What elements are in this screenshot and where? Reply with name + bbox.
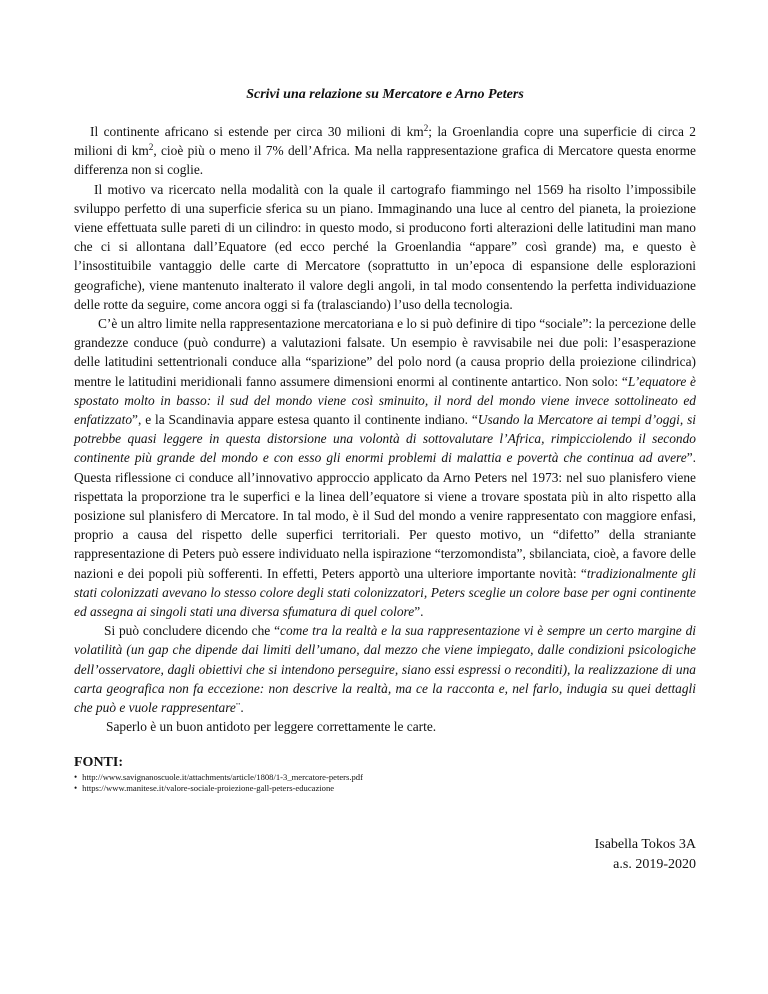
source-link[interactable]: • https://www.manitese.it/valore-sociale-proiezione-gall-peters-educazione — [74, 783, 696, 794]
p3-text-c: ”. Questa riflessione ci conduce all’innovativo approccio applicato da Arno Peters nel 1973: nel suo planisfero viene rispettata la proporzione tra le superfici e la linea dell’equatore si viene a trovare spostata più in alto rispetto alla posizione sul planisfero di Mercatore. In tal modo, è il Sud del mondo a venire rappresentato con maggiore enfasi, proprio a causa del rispetto delle superfici territoriali. Per questo motivo, un “difetto” della straniante rappresentazione di Peters può essere individuato nella ispirazione “terzomondista”, sbilanciata, cioè, a favore delle nazioni e dei popoli più sofferenti. In effetti, Peters apportò una ulteriore importante novità: “ — [74, 450, 696, 581]
p4-text-a: Si può concludere dicendo che “ — [104, 623, 281, 639]
document-title: Scrivi una relazione su Mercatore e Arno Peters — [246, 87, 524, 102]
p1-superscript-2: 2 — [148, 142, 154, 153]
p3-text-a: C’è un altro limite nella rappresentazione mercatoriana e lo si può definire di tipo “sociale”: la percezione delle grandezze conduce (può condurre) a valutazioni falsate. Un esempio è ravvisabile nei due poli: l’esasperazione delle latitudini settentrionali conduce alla “sparizione” del polo nord (a causa proprio della proiezione cilindrica) mentre le latitudini meridionali fanno assumere dimensioni enormi al continente antartico. Non solo: “ — [74, 316, 696, 389]
p4-quote: come tra la realtà e la sua rappresentazione vi è sempre un certo margine di volatilità (un gap che dipende dai limiti dell’umano, dal mezzo che viene impiegato, dalle condizioni psicologiche dell’osservatore, dagli obiettivi che si intendono perseguire, siano essi espressi o reconditi), la realizzazione di una carta geografica non fa eccezione: non descrive la realtà, ma ce la racconta e, nel farlo, indugia su quei dettagli che può e vuole rappresentare — [74, 623, 696, 716]
p1-text-b: ; la Groenlandia copre una superficie di circa 2 milioni di km — [74, 124, 696, 159]
paragraph-2: Il motivo va ricercato nella modalità con la quale il cartografo fiammingo nel 1569 ha risolto l’impossibile sviluppo perfetto di una superficie sferica su un piano. Immaginando una luce al centro del pianeta, la proiezione viene effettuata sulle pareti di un cilindro: in questo modo, si producono forti alterazioni delle latitudini man mano che ci si allontana dall’Equatore (ed ecco perché la Groenlandia “appare” così grande) ma, e questo è l’insostituibile vantaggio delle carte di Mercatore (soprattutto in un’epoca di espansione delle esplorazioni geografiche), viene mantenuto inalterato il valore degli angoli, in tal modo consentendo la perfetta individuazione delle rotte da seguire, come ancora oggi si fa (tralasciando) l’uso della tecnologia. — [74, 181, 696, 312]
p1-text-c: , cioè più o meno il 7% dell’Africa. Ma nella rappresentazione grafica di Mercatore questa enorme differenza non si coglie. — [74, 143, 696, 178]
sources-list — [74, 772, 696, 794]
sources-heading: FONTI: — [74, 754, 123, 770]
p3-quote-2: Usando la Mercatore ai tempi d’oggi, si potrebbe quasi leggere in questa distorsione una volontà di sottovalutare l’Africa, rimpicciolendo il secondo continente più grande del mondo e con esso gli enormi problemi di malattia e povertà che continua ad avere — [74, 412, 696, 466]
paragraph-1 — [74, 122, 696, 180]
paragraph-3 — [74, 314, 696, 621]
paragraph-4 — [74, 621, 696, 717]
paragraph-5: Saperlo è un buon antidoto per leggere correttamente le carte. — [106, 719, 437, 735]
p1-superscript-1: 2 — [423, 123, 429, 133]
document-body — [74, 86, 696, 794]
p4-text-b: ¨. — [235, 700, 244, 716]
author-block — [595, 835, 696, 875]
p3-quote-3: tradizionalmente gli stati colonizzati avevano lo stesso colore degli stati colonizzatori, Peters sceglie un colore base per ogni continente ed assegna ai singoli stati una diversa sfumatura di quel colore — [74, 565, 696, 620]
p3-text-b: ”, e la Scandinavia appare estesa quanto il continente indiano. “ — [132, 412, 478, 428]
p1-text-a: Il continente africano si estende per circa 30 milioni di km — [90, 124, 424, 139]
author-name: Isabella Tokos 3A — [594, 837, 696, 852]
p3-text-d: ”. — [414, 604, 424, 620]
p3-quote-1: L’equatore è spostato molto in basso: il sud del mondo viene così sminuito, il nord del mondo viene invece sottolineato ed enfatizzato — [74, 373, 696, 428]
school-year: a.s. 2019-2020 — [613, 857, 696, 872]
source-link[interactable]: • http://www.savignanoscuole.it/attachments/article/1808/1-3_mercatore-peters.pdf — [74, 772, 696, 783]
